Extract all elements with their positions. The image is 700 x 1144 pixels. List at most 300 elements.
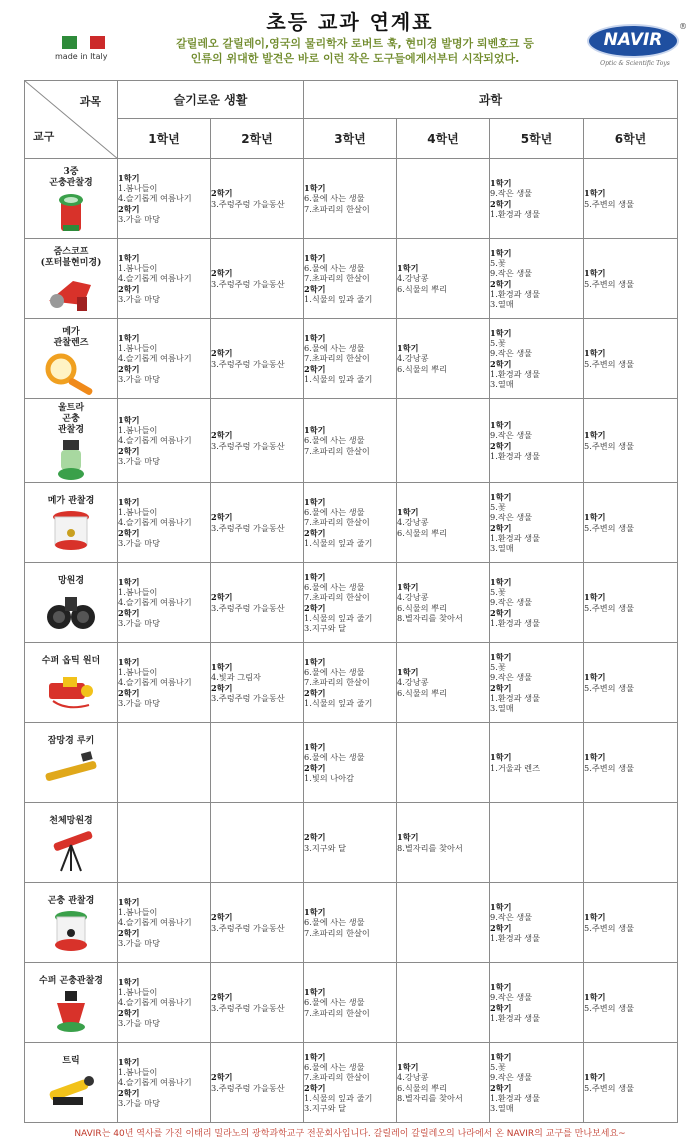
curriculum-cell: [584, 643, 678, 723]
logo-tagline: Optic & Scientific Toys: [600, 60, 670, 67]
semester-label: 1학기: [304, 987, 326, 998]
curriculum-cell: [397, 563, 490, 643]
unit-label: 4.슬기롭게 여름나기: [118, 435, 192, 446]
semester-label: 1학기: [397, 832, 419, 843]
unit-label: 3.열매: [490, 702, 514, 713]
unit-label: 1.식물의 잎과 줄기: [304, 1092, 373, 1103]
table-corner: [25, 81, 118, 159]
semester-label: 1학기: [584, 912, 606, 923]
semester-label: 2학기: [118, 527, 140, 538]
semester-label: 2학기: [490, 278, 512, 289]
curriculum-cell: [304, 643, 397, 723]
unit-label: 6.물에 사는 생물: [304, 752, 365, 763]
unit-label: 1.환경과 생물: [490, 692, 540, 703]
table-row: [25, 563, 678, 643]
curriculum-cell: [490, 963, 584, 1043]
zoomscope-icon: [25, 271, 117, 315]
unit-label: 3.가을 마당: [118, 455, 161, 466]
curriculum-cell: [118, 723, 211, 803]
tool-name: 줌스코프 (포터블현미경): [40, 246, 102, 268]
unit-label: 3.열매: [490, 542, 514, 553]
semester-label: 1학기: [304, 252, 326, 263]
semester-label: 2학기: [304, 527, 326, 538]
unit-label: 7.초파리의 한살이: [304, 1007, 370, 1018]
unit-label: 1.봄나들이: [118, 507, 158, 518]
unit-label: 4.슬기롭게 여름나기: [118, 597, 192, 608]
curriculum-cell: [211, 643, 304, 723]
unit-label: 4.빛과 그림자: [211, 672, 261, 683]
semester-label: 1학기: [211, 662, 233, 673]
unit-label: 6.식물의 뿌리: [397, 687, 447, 698]
periscope-icon: [25, 749, 117, 793]
semester-label: 1학기: [397, 582, 419, 593]
unit-label: 6.식물의 뿌리: [397, 602, 447, 613]
curriculum-cell: [397, 239, 490, 319]
semester-label: 1학기: [490, 247, 512, 258]
unit-label: 5.꽃: [490, 338, 506, 349]
semester-label: 1학기: [397, 507, 419, 518]
made-in-label: made in Italy: [55, 52, 108, 61]
curriculum-cell: [118, 563, 211, 643]
curriculum-cell: [118, 963, 211, 1043]
unit-label: 3.주렁주렁 가을동산: [211, 278, 285, 289]
unit-label: 3.지구와 달: [304, 622, 347, 633]
curriculum-cell: [304, 319, 397, 399]
unit-label: 1.식물의 잎과 줄기: [304, 373, 373, 384]
unit-label: 5.주변의 생물: [584, 198, 634, 209]
unit-label: 6.물에 사는 생물: [304, 343, 365, 354]
page-title: 초등 교과 연계표: [266, 10, 434, 34]
unit-label: 9.작은 생물: [490, 512, 533, 523]
tool-cell: [25, 723, 118, 803]
curriculum-cell: [211, 963, 304, 1043]
unit-label: 5.꽃: [490, 1062, 506, 1073]
curriculum-cell: [397, 159, 490, 239]
unit-label: 1.식물의 잎과 줄기: [304, 293, 373, 304]
curriculum-cell: [490, 239, 584, 319]
unit-label: 3.열매: [490, 378, 514, 389]
semester-label: 1학기: [118, 1056, 140, 1067]
curriculum-cell: [304, 239, 397, 319]
curriculum-cell: [397, 1043, 490, 1123]
curriculum-cell: [118, 1043, 211, 1123]
semester-label: 2학기: [118, 607, 140, 618]
table-row: [25, 319, 678, 399]
curriculum-table: [24, 80, 678, 1123]
semester-label: 1학기: [490, 178, 512, 189]
curriculum-cell: [490, 643, 584, 723]
curriculum-cell: [397, 963, 490, 1043]
semester-label: 2학기: [490, 1002, 512, 1013]
curriculum-cell: [304, 963, 397, 1043]
semester-label: 1학기: [584, 592, 606, 603]
unit-label: 7.초파리의 한살이: [304, 592, 370, 603]
tool-cell: [25, 883, 118, 963]
subtitle-line-2: 인류의 위대한 발견은 바로 이런 작은 도구들에게서부터 시작되었다.: [190, 52, 520, 65]
semester-label: 1학기: [490, 982, 512, 993]
unit-label: 9.작은 생물: [490, 1072, 533, 1083]
semester-label: 1학기: [118, 496, 140, 507]
tool-name: 메가 관찰렌즈: [53, 326, 89, 348]
unit-label: 6.물에 사는 생물: [304, 507, 365, 518]
semester-label: 1학기: [118, 414, 140, 425]
unit-label: 5.주변의 생물: [584, 1002, 634, 1013]
tool-name: 천체망원경: [49, 816, 93, 826]
mega-lens-icon: [25, 351, 117, 395]
semester-label: 2학기: [118, 203, 140, 214]
unit-label: 1.환경과 생물: [490, 450, 540, 461]
mega-viewer-icon: [25, 509, 117, 553]
curriculum-cell: [397, 883, 490, 963]
unit-label: 8.별자리를 찾아서: [397, 612, 463, 623]
unit-label: 9.작은 생물: [490, 430, 533, 441]
semester-label: 1학기: [397, 1062, 419, 1073]
curriculum-cell: [584, 239, 678, 319]
unit-label: 4.슬기롭게 여름나기: [118, 677, 192, 688]
semester-label: 2학기: [211, 268, 233, 279]
semester-label: 1학기: [490, 420, 512, 431]
unit-label: 3.열매: [490, 1102, 514, 1113]
grade-header: 3학년: [304, 119, 397, 159]
semester-label: 1학기: [584, 268, 606, 279]
semester-label: 2학기: [304, 283, 326, 294]
semester-label: 1학기: [118, 172, 140, 183]
footer-note: NAVIR는 40년 역사를 가진 이태리 밀라노의 광학과학교구 전문회사입니다. 갈릴레이 갈릴레오의 나라에서 온 NAVIR의 교구를 만나보세요~: [74, 1129, 626, 1139]
unit-label: 3.주렁주렁 가을동산: [211, 358, 285, 369]
tool-cell: [25, 159, 118, 239]
unit-label: 3.주렁주렁 가을동산: [211, 198, 285, 209]
curriculum-cell: [118, 803, 211, 883]
semester-label: 2학기: [118, 1087, 140, 1098]
table-body: [25, 159, 678, 1123]
unit-label: 4.강낭콩: [397, 517, 429, 528]
grade-header: 5학년: [490, 119, 584, 159]
subject-header-life: 슬기로운 생활: [118, 81, 304, 119]
unit-label: 4.슬기롭게 여름나기: [118, 997, 192, 1008]
curriculum-cell: [490, 399, 584, 483]
unit-label: 3.가을 마당: [118, 1017, 161, 1028]
tool-name: 곤충 관찰경: [47, 896, 95, 906]
unit-label: 9.작은 생물: [490, 348, 533, 359]
unit-label: 3.가을 마당: [118, 373, 161, 384]
table-row: [25, 483, 678, 563]
semester-label: 2학기: [211, 512, 233, 523]
semester-label: 2학기: [118, 445, 140, 456]
semester-label: 1학기: [304, 742, 326, 753]
unit-label: 5.주변의 생물: [584, 682, 634, 693]
binoculars-icon: [25, 589, 117, 633]
semester-label: 1학기: [490, 651, 512, 662]
unit-label: 3.가을 마당: [118, 293, 161, 304]
curriculum-cell: [304, 1043, 397, 1123]
semester-label: 1학기: [490, 902, 512, 913]
semester-label: 1학기: [304, 1051, 326, 1062]
semester-label: 2학기: [304, 363, 326, 374]
curriculum-cell: [584, 319, 678, 399]
semester-label: 2학기: [490, 682, 512, 693]
unit-label: 4.슬기롭게 여름나기: [118, 353, 192, 364]
semester-label: 2학기: [118, 363, 140, 374]
curriculum-cell: [397, 723, 490, 803]
unit-label: 5.주변의 생물: [584, 602, 634, 613]
curriculum-cell: [490, 319, 584, 399]
unit-label: 6.식물의 뿌리: [397, 363, 447, 374]
unit-label: 7.초파리의 한살이: [304, 927, 370, 938]
unit-label: 4.슬기롭게 여름나기: [118, 273, 192, 284]
registered-mark: ®: [679, 22, 687, 31]
green-flag-icon: [62, 36, 77, 49]
tool-cell: [25, 803, 118, 883]
semester-label: 2학기: [490, 607, 512, 618]
unit-label: 5.꽃: [490, 587, 506, 598]
insect-viewer-icon: [25, 909, 117, 953]
unit-label: 1.거울과 렌즈: [490, 762, 540, 773]
unit-label: 6.식물의 뿌리: [397, 283, 447, 294]
curriculum-cell: [304, 399, 397, 483]
unit-label: 1.식물의 잎과 줄기: [304, 537, 373, 548]
unit-label: 1.식물의 잎과 줄기: [304, 612, 373, 623]
grade-header: 4학년: [397, 119, 490, 159]
table-row: [25, 159, 678, 239]
curriculum-cell: [304, 803, 397, 883]
unit-label: 6.물에 사는 생물: [304, 263, 365, 274]
semester-label: 2학기: [490, 358, 512, 369]
unit-label: 5.꽃: [490, 502, 506, 513]
curriculum-cell: [584, 723, 678, 803]
semester-label: 2학기: [211, 992, 233, 1003]
unit-label: 3.주렁주렁 가을동산: [211, 692, 285, 703]
unit-label: 1.봄나들이: [118, 667, 158, 678]
curriculum-cell: [584, 803, 678, 883]
unit-label: 3.지구와 달: [304, 842, 347, 853]
semester-label: 2학기: [211, 348, 233, 359]
curriculum-cell: [584, 1043, 678, 1123]
curriculum-cell: [397, 399, 490, 483]
unit-label: 4.슬기롭게 여름나기: [118, 1077, 192, 1088]
curriculum-cell: [584, 159, 678, 239]
corner-diagonal: [25, 81, 118, 159]
unit-label: 1.봄나들이: [118, 343, 158, 354]
semester-label: 1학기: [397, 343, 419, 354]
semester-label: 2학기: [211, 682, 233, 693]
unit-label: 6.물에 사는 생물: [304, 667, 365, 678]
curriculum-cell: [211, 399, 304, 483]
semester-label: 1학기: [118, 332, 140, 343]
semester-label: 1학기: [584, 992, 606, 1003]
unit-label: 3.가을 마당: [118, 937, 161, 948]
table-row: [25, 1043, 678, 1123]
unit-label: 7.초파리의 한살이: [304, 1072, 370, 1083]
unit-label: 4.강낭콩: [397, 353, 429, 364]
corner-subject-label: 과목: [79, 95, 101, 108]
grade-header: 1학년: [118, 119, 211, 159]
semester-label: 1학기: [118, 896, 140, 907]
curriculum-cell: [584, 483, 678, 563]
unit-label: 6.물에 사는 생물: [304, 435, 365, 446]
semester-label: 2학기: [118, 687, 140, 698]
unit-label: 9.작은 생물: [490, 912, 533, 923]
curriculum-cell: [211, 883, 304, 963]
flags: [62, 34, 118, 53]
unit-label: 1.식물의 잎과 줄기: [304, 697, 373, 708]
curriculum-cell: [304, 563, 397, 643]
tool-cell: [25, 563, 118, 643]
curriculum-cell: [490, 883, 584, 963]
semester-label: 1학기: [304, 571, 326, 582]
curriculum-cell: [490, 483, 584, 563]
unit-label: 7.초파리의 한살이: [304, 203, 370, 214]
unit-label: 6.물에 사는 생물: [304, 917, 365, 928]
unit-label: 1.환경과 생물: [490, 1012, 540, 1023]
unit-label: 5.주변의 생물: [584, 922, 634, 933]
semester-label: 1학기: [118, 576, 140, 587]
semester-label: 1학기: [584, 512, 606, 523]
super-optic-wonder-icon: [25, 669, 117, 713]
unit-label: 4.강낭콩: [397, 273, 429, 284]
curriculum-cell: [490, 803, 584, 883]
unit-label: 9.작은 생물: [490, 672, 533, 683]
semester-label: 1학기: [490, 491, 512, 502]
navir-logo: [587, 22, 687, 67]
semester-label: 2학기: [211, 430, 233, 441]
curriculum-cell: [211, 563, 304, 643]
semester-label: 2학기: [211, 188, 233, 199]
table-row: [25, 399, 678, 483]
curriculum-cell: [584, 563, 678, 643]
table-row: [25, 723, 678, 803]
semester-label: 1학기: [584, 672, 606, 683]
unit-label: 9.작은 생물: [490, 992, 533, 1003]
semester-label: 1학기: [118, 976, 140, 987]
table-row: [25, 963, 678, 1043]
tool-cell: [25, 963, 118, 1043]
curriculum-cell: [304, 723, 397, 803]
grade-header: 6학년: [584, 119, 678, 159]
triple-insect-viewer-icon: [25, 191, 117, 235]
curriculum-cell: [211, 239, 304, 319]
semester-label: 2학기: [490, 922, 512, 933]
table-row: [25, 643, 678, 723]
unit-label: 4.강낭콩: [397, 1072, 429, 1083]
unit-label: 3.주렁주렁 가을동산: [211, 922, 285, 933]
curriculum-cell: [118, 883, 211, 963]
unit-label: 1.환경과 생물: [490, 532, 540, 543]
semester-label: 1학기: [118, 252, 140, 263]
tool-name: 잠망경 루키: [47, 736, 95, 746]
trick-scope-icon: [25, 1069, 117, 1113]
unit-label: 6.물에 사는 생물: [304, 582, 365, 593]
unit-label: 6.식물의 뿌리: [397, 1082, 447, 1093]
semester-label: 1학기: [584, 348, 606, 359]
unit-label: 3.열매: [490, 298, 514, 309]
subject-header-science: 과학: [304, 81, 678, 119]
unit-label: 1.봄나들이: [118, 587, 158, 598]
semester-label: 1학기: [490, 1051, 512, 1062]
unit-label: 1.환경과 생물: [490, 932, 540, 943]
grade-header: 2학년: [211, 119, 304, 159]
tool-name: 3중 곤충관찰경: [49, 166, 93, 188]
unit-label: 5.주변의 생물: [584, 1082, 634, 1093]
curriculum-cell: [490, 563, 584, 643]
semester-label: 2학기: [118, 1007, 140, 1018]
semester-label: 2학기: [490, 1082, 512, 1093]
tool-name: 수퍼 옵틱 원더: [41, 656, 101, 666]
unit-label: 4.강낭콩: [397, 592, 429, 603]
unit-label: 5.주변의 생물: [584, 358, 634, 369]
semester-label: 1학기: [490, 327, 512, 338]
unit-label: 3.가을 마당: [118, 617, 161, 628]
unit-label: 8.별자리를 찾아서: [397, 1092, 463, 1103]
curriculum-cell: [211, 723, 304, 803]
semester-label: 2학기: [211, 912, 233, 923]
semester-label: 1학기: [584, 752, 606, 763]
unit-label: 1.환경과 생물: [490, 208, 540, 219]
unit-label: 7.초파리의 한살이: [304, 445, 370, 456]
unit-label: 7.초파리의 한살이: [304, 273, 370, 284]
super-insect-viewer-icon: [25, 989, 117, 1033]
subtitle: [130, 36, 580, 66]
unit-label: 3.가을 마당: [118, 697, 161, 708]
curriculum-cell: [584, 399, 678, 483]
curriculum-cell: [118, 159, 211, 239]
semester-label: 1학기: [584, 188, 606, 199]
telescope-icon: [25, 829, 117, 873]
unit-label: 6.물에 사는 생물: [304, 193, 365, 204]
semester-label: 1학기: [397, 263, 419, 274]
unit-label: 1.환경과 생물: [490, 1092, 540, 1103]
curriculum-cell: [304, 483, 397, 563]
semester-label: 2학기: [490, 522, 512, 533]
curriculum-cell: [211, 319, 304, 399]
subtitle-line-1: 갈릴레오 갈릴레이,영국의 물리학자 로버트 훅, 현미경 발명가 뢰벤호크 등: [176, 37, 534, 50]
unit-label: 5.꽃: [490, 258, 506, 269]
semester-label: 2학기: [304, 1082, 326, 1093]
semester-label: 1학기: [584, 1072, 606, 1083]
unit-label: 1.환경과 생물: [490, 617, 540, 628]
unit-label: 6.식물의 뿌리: [397, 527, 447, 538]
curriculum-cell: [397, 803, 490, 883]
ultra-insect-viewer-icon: [25, 438, 117, 482]
unit-label: 3.지구와 달: [304, 1102, 347, 1113]
unit-label: 1.봄나들이: [118, 907, 158, 918]
unit-label: 3.주렁주렁 가을동산: [211, 602, 285, 613]
curriculum-cell: [118, 399, 211, 483]
unit-label: 9.작은 생물: [490, 268, 533, 279]
curriculum-cell: [118, 643, 211, 723]
tool-name: 트릭: [62, 1056, 80, 1066]
curriculum-cell: [211, 1043, 304, 1123]
unit-label: 7.초파리의 한살이: [304, 517, 370, 528]
tool-cell: [25, 483, 118, 563]
unit-label: 1.봄나들이: [118, 183, 158, 194]
unit-label: 1.봄나들이: [118, 425, 158, 436]
unit-label: 6.물에 사는 생물: [304, 1062, 365, 1073]
unit-label: 1.환경과 생물: [490, 288, 540, 299]
tool-cell: [25, 319, 118, 399]
red-flag-icon: [90, 36, 105, 49]
semester-label: 1학기: [304, 425, 326, 436]
tool-cell: [25, 1043, 118, 1123]
unit-label: 1.봄나들이: [118, 263, 158, 274]
unit-label: 1.환경과 생물: [490, 368, 540, 379]
unit-label: 5.주변의 생물: [584, 522, 634, 533]
curriculum-cell: [397, 643, 490, 723]
table-row: [25, 239, 678, 319]
semester-label: 1학기: [397, 667, 419, 678]
semester-label: 1학기: [304, 907, 326, 918]
tool-name: 수퍼 곤충관찰경: [39, 976, 103, 986]
semester-label: 1학기: [304, 332, 326, 343]
